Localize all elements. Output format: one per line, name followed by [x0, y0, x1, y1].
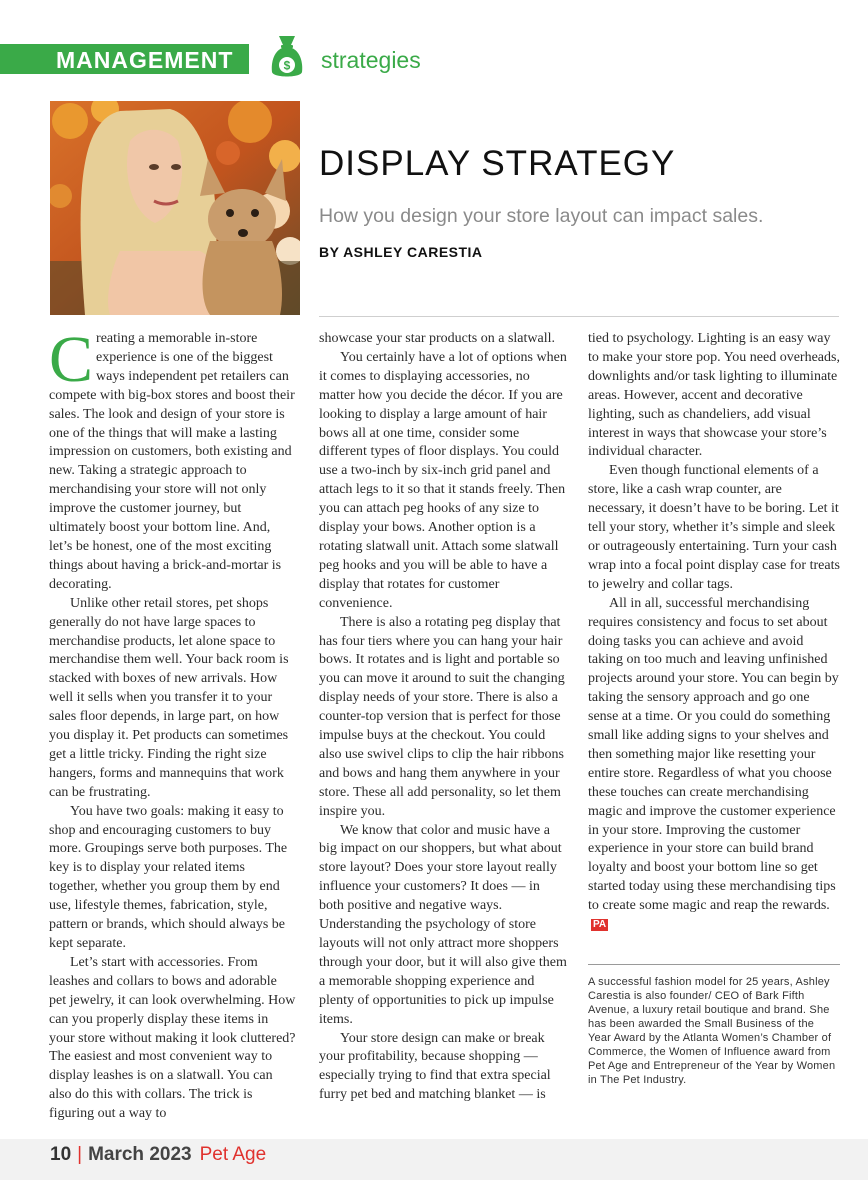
article-paragraph: showcase your star products on a slatwall.	[319, 331, 555, 346]
article-title: DISPLAY STRATEGY	[319, 144, 676, 183]
article-paragraph	[588, 595, 840, 935]
issue-date: March 2023	[88, 1144, 192, 1165]
article-paragraph: You have two goals: making it easy to shop and encouraging customers to buy more. Groupings serve both purposes. The key is to display your related items together, whether you group them by end use, lifestyle themes, fabrication, style, pattern or brands, which should always be kept separate.	[49, 803, 288, 951]
drop-cap: C	[49, 323, 94, 396]
page-number: 10	[50, 1144, 72, 1165]
article-paragraph: Unlike other retail stores, pet shops generally do not have large spaces to merchandise products, let alone space to merchandise them well. Your back room is stacked with boxes of new arrivals. How well it sells when you transfer it to your sales floor depends, in large part, on how you display it. Pet products can sometimes get a little tricky. Finding the right size hangers, forms and mannequins that work can be frustrating.	[49, 595, 289, 800]
article-paragraph: Let’s start with accessories. From leashes and collars to bows and adorable pet jewelry, it can look overwhelming. How can you properly display these items in your store without making it look cluttered? The easiest and most convenient way to display leashes is on a slatwall. You can also do this with collars. The trick is figuring out a way to	[49, 954, 296, 1122]
page-folio	[50, 1143, 266, 1167]
section-label: MANAGEMENT	[56, 47, 234, 73]
dollar-sign: $	[283, 58, 291, 73]
article-paragraph: You certainly have a lot of options when it comes to displaying accessories, no matter how you decide the décor. If you are looking to display a large amount of hair bows all at one time, consider some different types of floor displays. You could use a two-inch by six-inch grid panel and attach legs to it so that it stands freely. Then you can attach peg hooks of any size to display your bows. Another option is a rotating slatwall unit. Attach some slatwall peg hooks and you will be able to have a display that rotates for customer convenience.	[319, 349, 567, 611]
article-column-1	[49, 323, 296, 1124]
folio-separator: |	[77, 1144, 83, 1165]
article-dek: How you design your store layout can impact sales.	[319, 205, 764, 227]
article-paragraph: tied to psychology. Lighting is an easy way to make your store pop. You need overheads, downlights and/or task lighting to illuminate areas. However, accent and decorative lighting, such as chandeliers, add visual interest in ways that showcase your store’s individual character.	[588, 331, 840, 460]
magazine-name: Pet Age	[199, 1144, 267, 1165]
bio-divider	[588, 964, 840, 965]
article-paragraph: There is also a rotating peg display that has four tiers where you can hang your hair bows. It rotates and is light and portable so you can move it around to suit the changing display needs of your store. There is also a counter-top version that is perfect for those impulse buys at the checkout. You could also use swivel clips to clip the hair ribbons and bows and hang them anywhere in your store. These all add personality, so let them inspire you.	[319, 614, 565, 819]
subsection-label: strategies	[321, 47, 421, 73]
byline: BY ASHLEY CARESTIA	[319, 244, 483, 260]
article-column-3	[588, 330, 840, 935]
money-bag-icon	[270, 34, 304, 80]
divider	[319, 316, 839, 317]
author-bio: A successful fashion model for 25 years, Ashley Carestia is also founder/ CEO of Bark Fifth Avenue, a luxury retail boutique and brand. She has been awarded the Small Business of the Year Award by the Atlanta Women’s Chamber of Commerce, the Women of Influence award from Pet Age and Entrepreneur of the Year by Women in The Pet Industry.	[588, 976, 836, 1086]
article-paragraph: Even though functional elements of a store, like a cash wrap counter, are necessary, it doesn’t have to be boring. Let it tell your story, whether it’s simple and sleek or outrageously entertaining. Turn your cash wrap into a focal point display case for treats to jewelry and collar tags.	[588, 463, 840, 592]
closing-text: All in all, successful merchandising requires consistency and focus to set about doing tasks you can achieve and avoid taking on too much and leaving unfinished projects around your store. You can begin by taking the sensory approach and go one sense at a time. Or you could do something small like adding signs to your shelves and then something major like resetting your entire store. Regardless of what you choose these touches can create merchandising magic and improve the customer experience in your store. Improving the customer experience in your store can build brand loyalty and boost your bottom line so get started today using these merchandising tips to create some magic and reap the rewards.	[588, 595, 839, 914]
lead-text: reating a memorable in-store experience is one of the biggest ways independent pet retailers can compete with big-box stores and boost their sales. The look and design of your store is one of the things that will make a lasting impression on customers, both existing and new. Taking a strategic approach to merchandising your store will not only improve the customer journey, but ultimately boost your bottom line. And, let’s be honest, one of the most exciting things about having a brick-and-mortar is decorating.	[49, 331, 295, 592]
end-mark: PA	[593, 919, 607, 931]
article-paragraph: Your store design can make or break your profitability, because shopping — especially trying to find that extra special furry pet bed and matching blanket — is	[319, 1030, 551, 1103]
article-paragraph	[49, 323, 296, 595]
article-paragraph: We know that color and music have a big impact on our shoppers, but what about store layout? Does your store layout really influence your customers? It does — in both positive and negative ways. Understanding the psychology of store layouts will not only attract more shoppers through your door, but it will also give them a memorable shopping experience and plenty of opportunities to pick up impulse items.	[319, 822, 567, 1027]
author-photo	[50, 101, 300, 315]
article-column-2	[319, 330, 568, 1105]
